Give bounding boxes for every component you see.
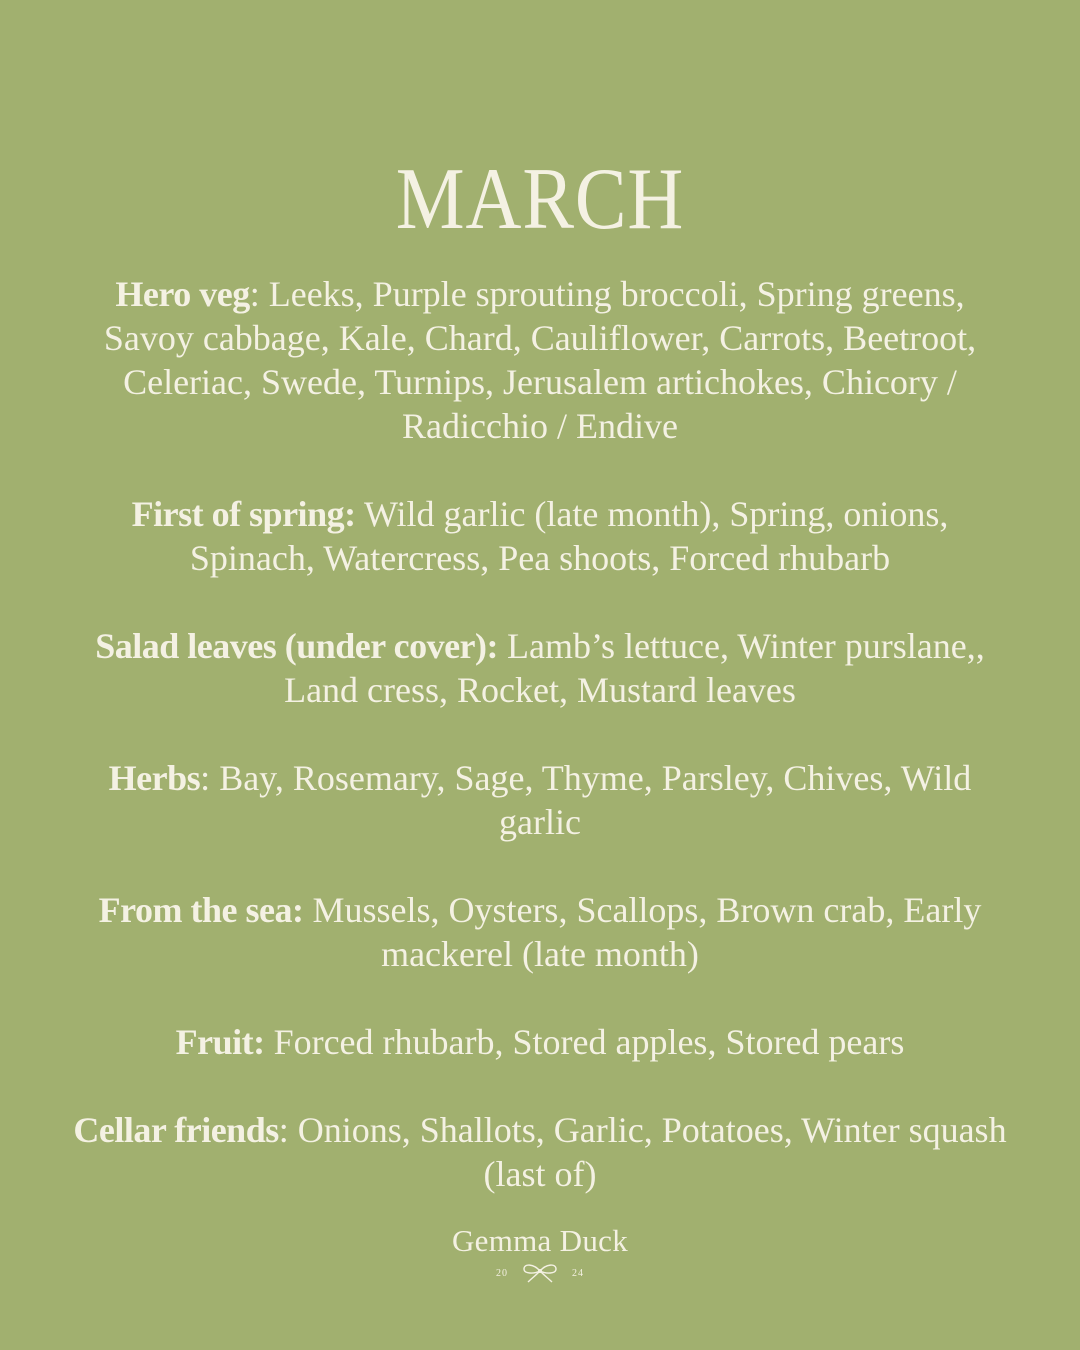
section-text: Forced rhubarb, Stored apples, Stored pears	[273, 1022, 905, 1062]
section-separator	[498, 626, 507, 666]
section-text: Leeks, Purple sprouting broccoli, Spring greens, Savoy cabbage, Kale, Chard, Cauliflower, Carrots, Beetroot, Celeriac, Swede, Turnips, Jerusalem artichokes, Chicory / Radicchio / Endive	[103, 274, 977, 446]
section-herbs	[70, 756, 1010, 844]
section-label: Cellar friends	[73, 1110, 279, 1150]
section-from-the-sea	[70, 888, 1010, 976]
bow-icon	[518, 1262, 562, 1284]
section-label: First of spring:	[131, 494, 356, 534]
logo-year-right: 24	[572, 1267, 584, 1279]
brand-logo	[0, 1222, 1080, 1284]
section-text: Bay, Rosemary, Sage, Thyme, Parsley, Chives, Wild garlic	[219, 758, 972, 842]
section-separator: :	[278, 1110, 298, 1150]
section-hero-veg	[70, 272, 1010, 448]
section-label: From the sea:	[98, 890, 304, 930]
section-first-of-spring	[70, 492, 1010, 580]
section-fruit	[70, 1020, 1010, 1064]
section-salad-leaves	[70, 624, 1010, 712]
logo-name: Gemma Duck	[451, 1223, 629, 1258]
section-label: Herbs	[108, 758, 201, 798]
section-separator	[265, 1022, 274, 1062]
section-text: Onions, Shallots, Garlic, Potatoes, Winter squash (last of)	[297, 1110, 1007, 1194]
section-label: Salad leaves (under cover):	[95, 626, 499, 666]
section-label: Hero veg	[115, 274, 250, 314]
section-cellar-friends	[70, 1108, 1010, 1196]
section-label: Fruit:	[175, 1022, 265, 1062]
logo-year-left: 20	[496, 1267, 508, 1279]
section-separator: :	[249, 274, 269, 314]
section-separator: :	[200, 758, 220, 798]
section-separator	[356, 494, 364, 534]
logo-year-row	[0, 1262, 1080, 1284]
section-text: Wild garlic (late month), Spring, onions, Spinach, Watercress, Pea shoots, Forced rhubarb	[189, 494, 949, 578]
section-text: Mussels, Oysters, Scallops, Brown crab, Early mackerel (late month)	[312, 890, 982, 974]
page-title: MARCH	[395, 151, 685, 248]
produce-list	[70, 272, 1010, 1240]
section-text: Lamb’s lettuce, Winter purslane,, Land cress, Rocket, Mustard leaves	[284, 626, 985, 710]
